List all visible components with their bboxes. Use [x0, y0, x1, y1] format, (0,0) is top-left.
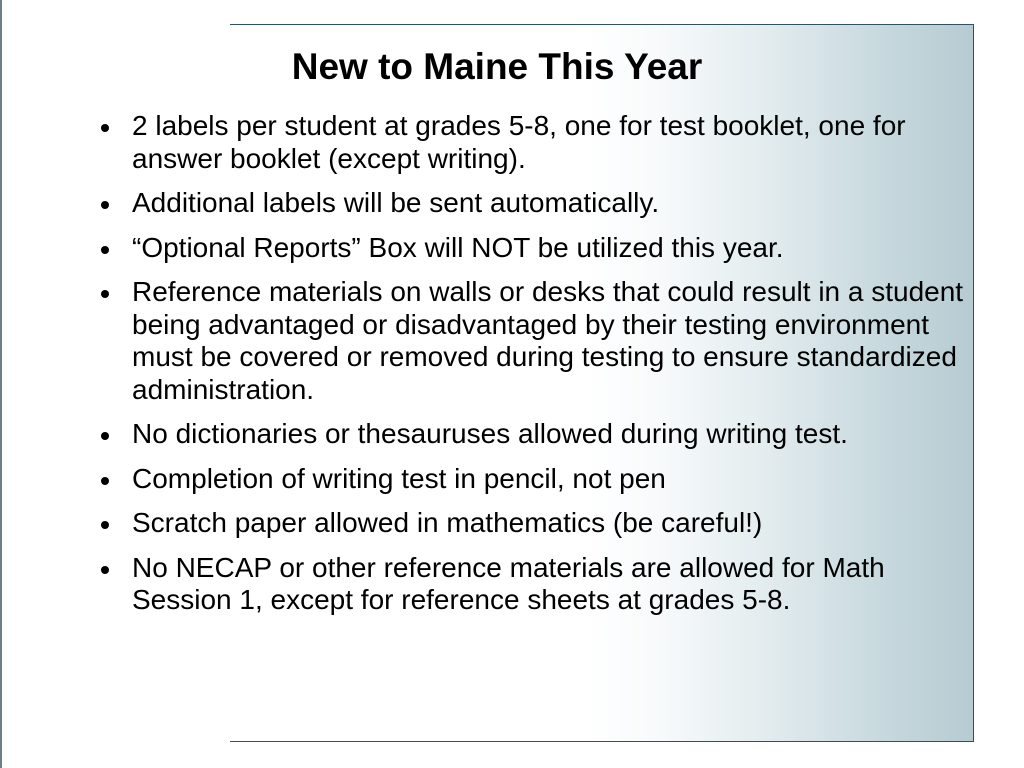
bullet-text: No dictionaries or thesauruses allowed during writing test.	[132, 418, 848, 449]
bullet-dot-icon	[101, 432, 109, 440]
bullet-dot-icon	[101, 566, 109, 574]
bullet-text: Reference materials on walls or desks that could result in a student being advantaged or disadvantaged by their testing environment must be covered or removed during testing to ensure standardized administration.	[132, 276, 964, 405]
bullet-dot-icon	[101, 477, 109, 485]
bullet-text: No NECAP or other reference materials are allowed for Math Session 1, except for reference sheets at grades 5-8.	[132, 551, 885, 615]
bullet-item	[96, 276, 966, 406]
bullet-text: 2 labels per student at grades 5-8, one for test booklet, one for answer booklet (except writing).	[132, 110, 906, 174]
bullet-item	[96, 110, 966, 175]
bullet-text: “Optional Reports” Box will NOT be utilized this year.	[132, 231, 784, 263]
bullet-dot-icon	[101, 290, 109, 298]
bullet-text: Additional labels will be sent automatically.	[132, 187, 660, 218]
slide-title: New to Maine This Year	[291, 46, 703, 87]
bullet-item	[96, 187, 966, 220]
bullet-dot-icon	[101, 124, 109, 132]
bullet-dot-icon	[101, 246, 109, 254]
bullet-item	[96, 463, 966, 496]
bullet-item	[96, 418, 966, 451]
left-edge-line	[0, 0, 2, 768]
bullet-text: Scratch paper allowed in mathematics (be careful!)	[132, 507, 763, 538]
bullet-dot-icon	[101, 521, 109, 529]
bullet-dot-icon	[101, 201, 109, 209]
bullet-item	[96, 552, 966, 617]
bullet-item	[96, 507, 966, 540]
bullet-text: Completion of writing test in pencil, not pen	[132, 462, 666, 494]
bullet-item	[96, 232, 966, 265]
bullet-list	[96, 110, 966, 629]
